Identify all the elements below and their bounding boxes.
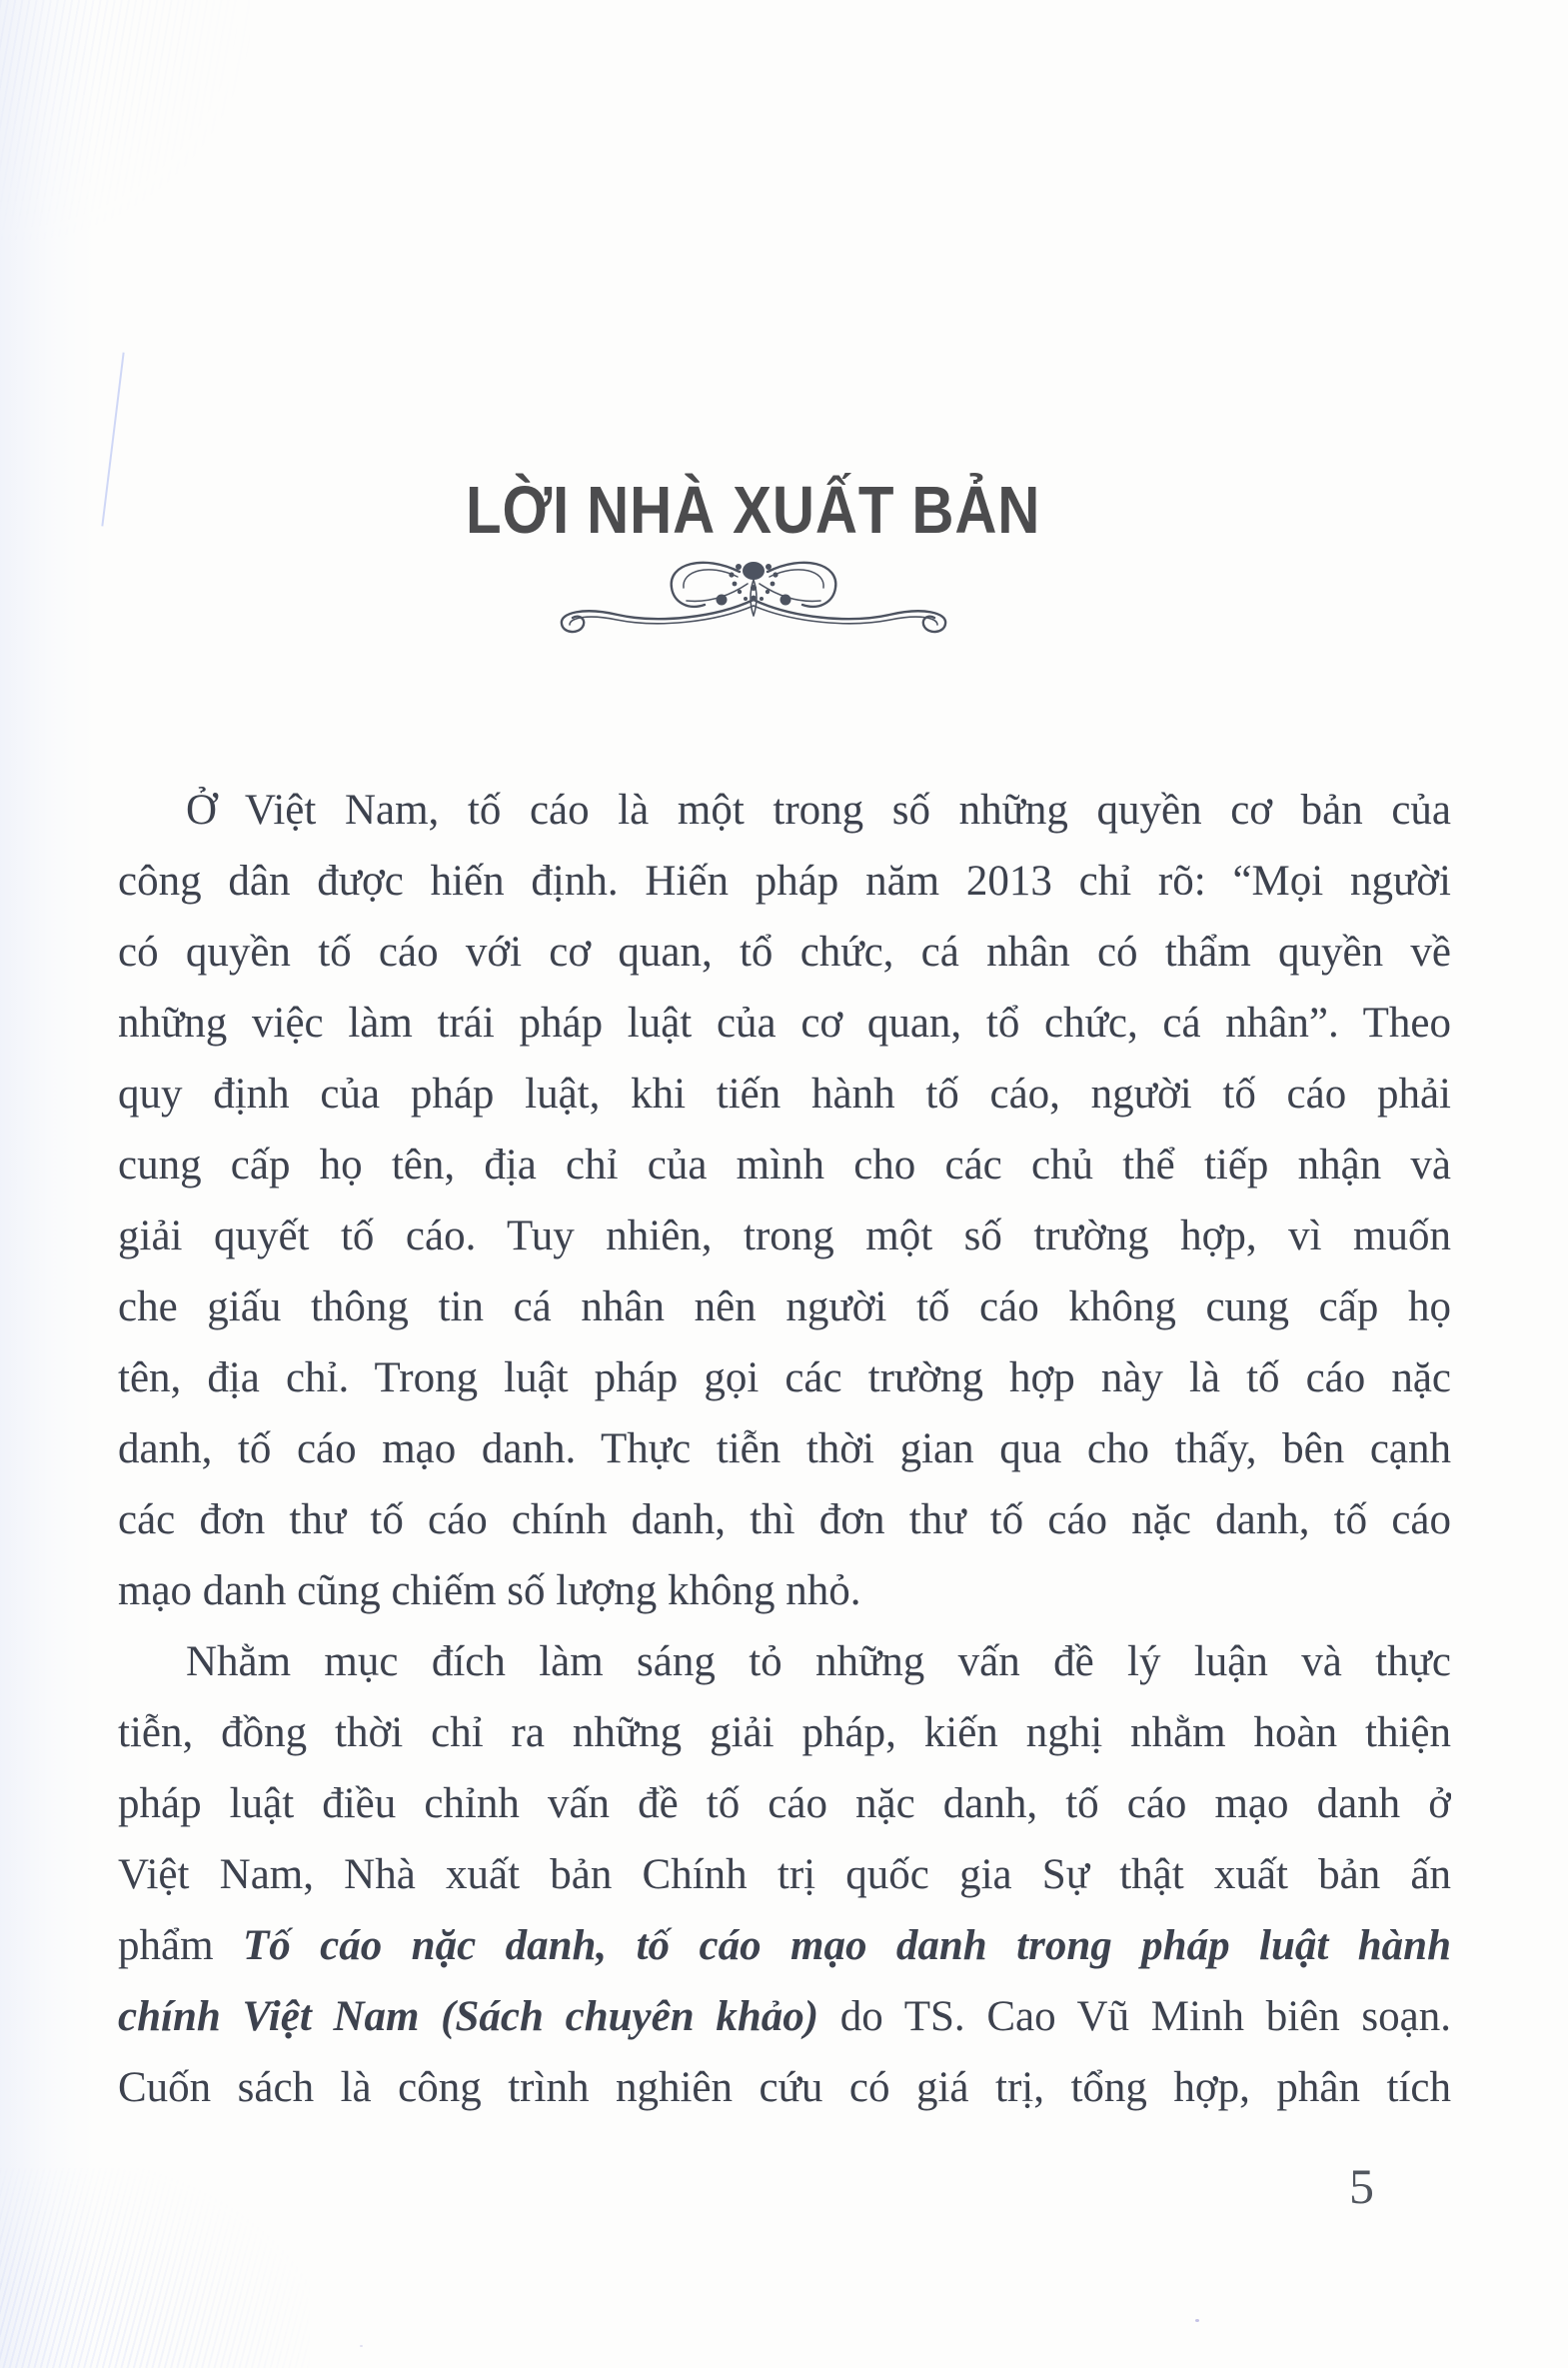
- chapter-header: [0, 474, 1507, 634]
- text-line: [118, 2052, 1451, 2123]
- text-segment: Nhằm mục đích làm sáng tỏ những vấn đề lý luận và thực: [186, 1638, 1451, 1685]
- text-segment: che giấu thông tin cá nhân nên người tố cáo không cung cấp họ: [118, 1283, 1451, 1330]
- scan-streaks-top-left: [0, 0, 250, 240]
- text-line: [118, 917, 1451, 988]
- text-segment: Ở Việt Nam, tố cáo là một trong số những quyền cơ bản của: [186, 787, 1451, 834]
- text-line: [118, 1555, 1451, 1626]
- text-line: [118, 1271, 1451, 1342]
- text-segment: Cuốn sách là công trình nghiên cứu có giá trị, tổng hợp, phân tích: [118, 2064, 1451, 2111]
- text-segment: cung cấp họ tên, địa chỉ của mình cho các chủ thể tiếp nhận và: [118, 1142, 1451, 1188]
- text-segment: có quyền tố cáo với cơ quan, tổ chức, cá nhân có thẩm quyền về: [118, 929, 1451, 976]
- scan-streaks-bottom-left: [0, 2168, 310, 2368]
- text-line: [118, 988, 1451, 1059]
- text-line: [118, 1200, 1451, 1271]
- text-segment: pháp luật điều chỉnh vấn đề tố cáo nặc danh, tố cáo mạo danh ở: [118, 1780, 1451, 1827]
- text-segment: công dân được hiến định. Hiến pháp năm 2013 chỉ rõ: “Mọi người: [118, 858, 1451, 905]
- text-line: [118, 1768, 1451, 1839]
- text-line: [118, 1342, 1451, 1413]
- text-line: [118, 1626, 1451, 1697]
- text-segment: tiễn, đồng thời chỉ ra những giải pháp, kiến nghị nhằm hoàn thiện: [118, 1709, 1451, 1756]
- text-segment: danh, tố cáo mạo danh. Thực tiễn thời gian qua cho thấy, bên cạnh: [118, 1425, 1451, 1472]
- scan-edge-tint: [0, 0, 95, 2368]
- text-line: [118, 1130, 1451, 1200]
- text-segment: do TS. Cao Vũ Minh biên soạn.: [818, 1993, 1451, 2040]
- text-line: [118, 1910, 1451, 1981]
- text-line: [118, 1981, 1451, 2052]
- text-segment: tên, địa chỉ. Trong luật pháp gọi các trường hợp này là tố cáo nặc: [118, 1354, 1451, 1401]
- dust-speck: [1195, 2319, 1199, 2322]
- text-segment: phẩm: [118, 1922, 243, 1969]
- text-line: [118, 1697, 1451, 1768]
- text-segment: những việc làm trái pháp luật của cơ quan, tổ chức, cá nhân”. Theo: [118, 1000, 1451, 1047]
- text-line: [118, 1839, 1451, 1910]
- text-segment: giải quyết tố cáo. Tuy nhiên, trong một số trường hợp, vì muốn: [118, 1212, 1451, 1259]
- book-title-emphasis: Tố cáo nặc danh, tố cáo mạo danh trong pháp luật hành: [242, 1922, 1451, 1969]
- text-segment: Việt Nam, Nhà xuất bản Chính trị quốc gia Sự thật xuất bản ấn: [118, 1851, 1451, 1898]
- text-segment: các đơn thư tố cáo chính danh, thì đơn thư tố cáo nặc danh, tố cáo: [118, 1496, 1451, 1543]
- text-line: [118, 775, 1451, 846]
- text-line: [118, 1484, 1451, 1555]
- dust-speck: [360, 2345, 363, 2347]
- page-title: LỜI NHÀ XUẤT BẢN: [466, 473, 1041, 548]
- page-number: 5: [1349, 2158, 1374, 2214]
- text-line: [118, 1413, 1451, 1484]
- text-line: [118, 1059, 1451, 1130]
- text-segment: mạo danh cũng chiếm số lượng không nhỏ.: [118, 1567, 861, 1614]
- text-line: [118, 846, 1451, 917]
- body-text: [118, 775, 1451, 2123]
- book-title-emphasis: chính Việt Nam (Sách chuyên khảo): [118, 1993, 819, 2040]
- flourish-divider-icon: [526, 558, 981, 634]
- text-segment: quy định của pháp luật, khi tiến hành tố cáo, người tố cáo phải: [118, 1071, 1451, 1118]
